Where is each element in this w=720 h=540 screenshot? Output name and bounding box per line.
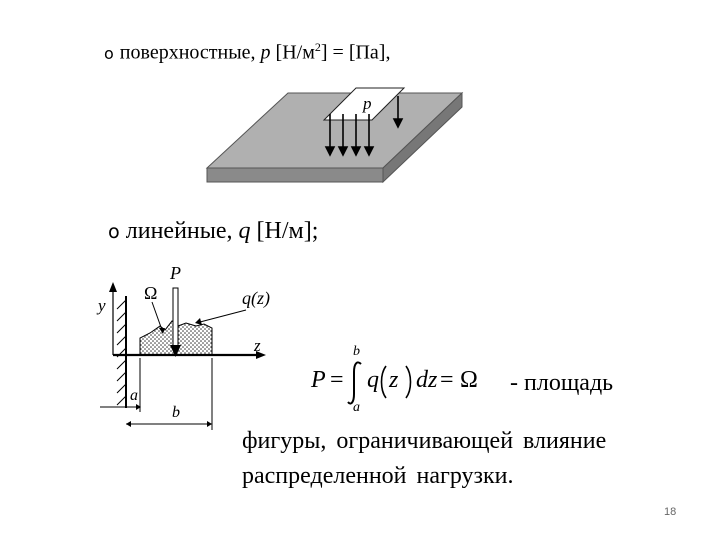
- formula-lhs: P: [311, 367, 326, 393]
- wall-hatching: [117, 300, 126, 405]
- surface-load-units: [Н/м: [275, 41, 315, 64]
- qz-label: q(z): [242, 288, 270, 308]
- force-p-label: P: [170, 263, 181, 283]
- plate-load-label: p: [363, 94, 372, 113]
- integrand-z: z: [389, 367, 399, 393]
- integrand-dz: dz: [416, 367, 438, 393]
- surface-load-label: поверхностные,: [119, 41, 256, 64]
- description-line2: фигуры, ограничивающей влияние распределенной нагрузки.: [242, 428, 607, 489]
- bullet-marker: o: [104, 43, 114, 63]
- omega-label: Ω: [144, 283, 158, 303]
- force-p-shaft: [173, 288, 178, 348]
- surface-load-symbol: p: [260, 41, 271, 64]
- dimension-b-arrow-right: [207, 421, 212, 427]
- dimension-b-label: b: [172, 404, 180, 421]
- y-axis-label: y: [98, 296, 106, 315]
- z-axis-label: z: [254, 336, 261, 355]
- integral-upper-limit: b: [353, 344, 360, 359]
- formula-equals: =: [330, 367, 344, 393]
- page-number: 18: [664, 506, 677, 518]
- qz-leader-arrow: [195, 318, 202, 325]
- formula-equals-right: =: [440, 367, 454, 393]
- surface-load-units-exponent: 2: [314, 40, 321, 54]
- linear-load-label: линейные,: [125, 218, 233, 244]
- surface-load-units-end: ] = [Па],: [320, 41, 391, 64]
- formula-omega: Ω: [460, 367, 478, 393]
- dimension-a-label: a: [130, 387, 138, 404]
- qz-leader: [200, 310, 246, 322]
- linear-load-units: [Н/м];: [256, 218, 319, 244]
- linear-load-symbol: q: [238, 218, 251, 244]
- y-axis-arrow: [109, 282, 117, 292]
- description-line1: - площадь: [510, 370, 614, 396]
- integral-lower-limit: a: [353, 400, 360, 415]
- bullet-marker: o: [108, 220, 120, 243]
- dimension-b-arrow-left: [126, 421, 131, 427]
- integrand-q: q: [367, 367, 379, 393]
- omega-leader: [152, 302, 162, 330]
